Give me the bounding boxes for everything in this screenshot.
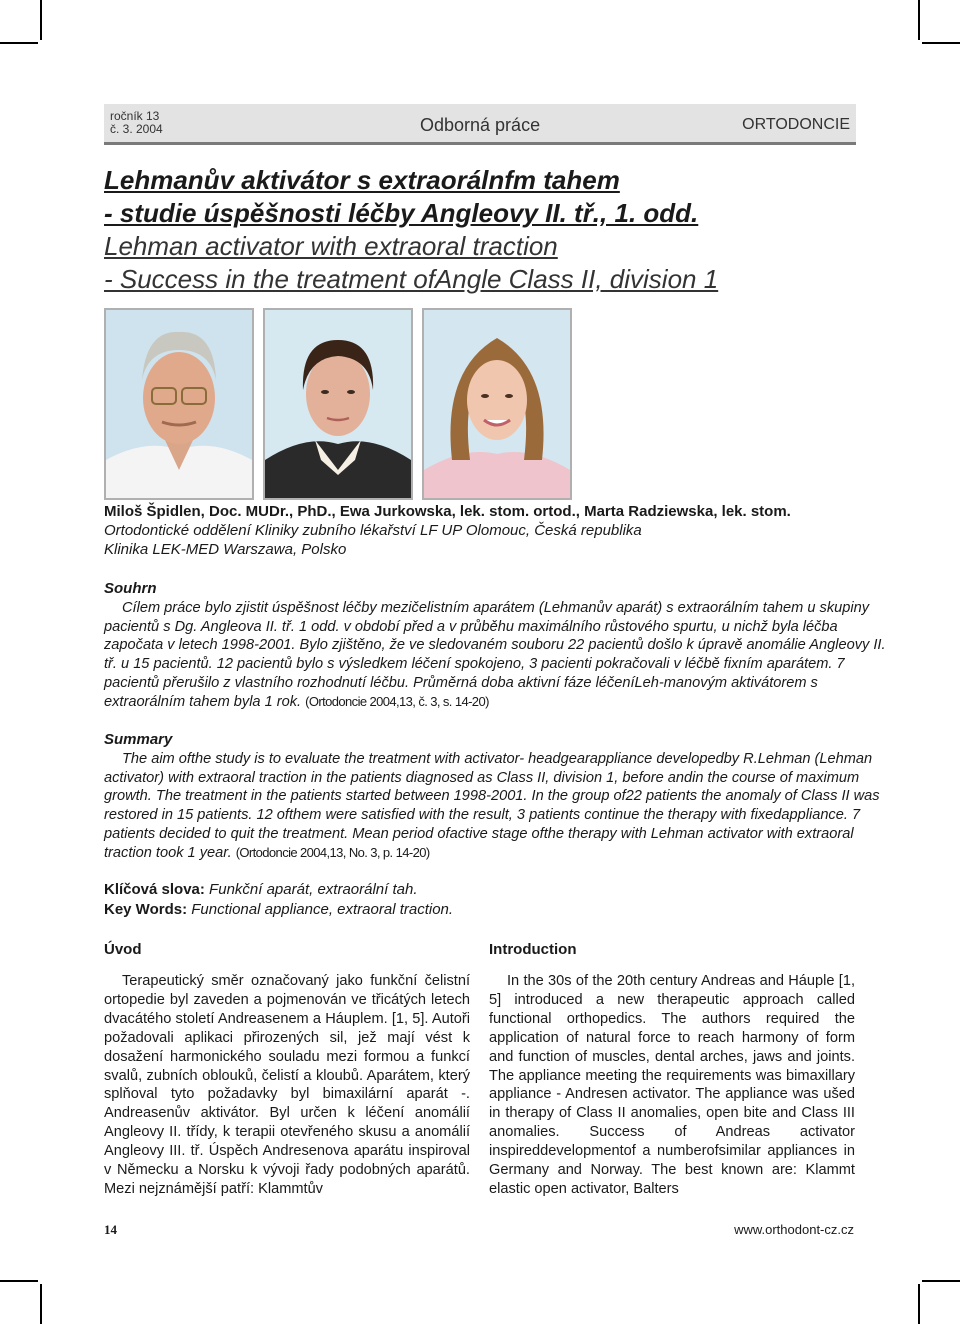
intro-en-text: In the 30s of the 20th century Andreas and Háuple [1, 5] introduced a new therapeutic approach called functional orthopedics. The authors required the application of natural force to reach harmony of form and function of muscles, dental arches, jaws and joints. The appliance meeting the requirements was bimaxillary appliance - Andresen activator. The appliance was ušed in therapy of Class II anomalies, open bite and Class III anomalies. Success of Andreas activator inspireddevelopmentof a numberofsimilar appliances in Germany and Norway. The best known are: Klammt elastic open activator, Balters (489, 973, 855, 1197)
crop-mark (918, 1284, 920, 1324)
volume-issue (110, 110, 163, 136)
intro-cz-text: Terapeutický směr označovaný jako funkční čelistní ortopedie byl zaveden a pojmenován ve třicátých letech dvacátého století Andreasenem a Háuplem. [1, 5]. Autoři požadovali aplikaci přirozených sil, jež mají vést k dosažení harmonického souladu mezi formou a funkcí svalů, zubních oblouků, čelistí a kloubů. Aparátem, který splňoval tyto požadavky byl bimaxilární aparát -. Andreasenův aktivátor. Byl určen k léčení anomálií Angleovy II. třídy, k terapii otevřeného skusu a anomálií Angleovy III. tř. Úspěch Andresenova aparátu inspiroval v Německu a Norsku k vývoji řady podobných aparátů. Mezi nejznámější patří: Klammtův (104, 973, 470, 1197)
author-photo-1 (104, 308, 254, 500)
issue-label: č. 3. 2004 (110, 122, 163, 136)
affiliation-2: Klinika LEK-MED Warszawa, Polsko (104, 541, 347, 558)
keywords-cz (104, 881, 418, 898)
author-photo-2 (263, 308, 413, 500)
souhrn-heading: Souhrn (104, 580, 157, 597)
title-en-line1: Lehman activator with extraoral traction (104, 231, 558, 261)
author-list: Miloš Špidlen, Doc. MUDr., PhD., Ewa Jurkowska, lek. stom. ortod., Marta Radziewska, lek. stom. (104, 503, 791, 520)
crop-mark (922, 42, 960, 44)
crop-mark (40, 0, 42, 40)
crop-mark (0, 1280, 38, 1282)
title-en-line2: - Success in the treatment ofAngle Class II, division 1 (104, 264, 719, 294)
crop-mark (40, 1284, 42, 1324)
affiliation-1: Ortodontické oddělení Kliniky zubního lékařství LF UP Olomouc, Česká republika (104, 522, 642, 539)
crop-mark (0, 42, 38, 44)
summary-text: The aim ofthe study is to evaluate the treatment with activator- headgearappliance developedby R.Lehman (Lehman activator) with extraoral traction in the patients diagnosed as Class II, division 1, before andin the course of maximum growth. The treatment in the patients started between 1998-2001. In the group of22 patients the anomaly of Class II was restored in 15 patients. 12 ofthem were satisfied with the result, 3 patients continue the therapy with fixedappliance. 7 patients decided to quit the treatment. Mean period ofactive stage ofthe therapy with Lehman activator with extraoral traction took 1 year. (104, 751, 880, 861)
keywords-en (104, 901, 453, 918)
title-cz-line2: - studie úspěšnosti léčby Angleovy II. tř., 1. odd. (104, 198, 699, 228)
keywords-en-label: Key Words: (104, 901, 188, 918)
author-photo-3 (422, 308, 572, 500)
summary-citation: (Ortodoncie 2004,13, No. 3, p. 14-20) (235, 844, 430, 860)
volume-label: ročník 13 (110, 109, 160, 123)
page-number: 14 (104, 1222, 117, 1237)
intro-en-heading: Introduction (489, 941, 577, 958)
crop-mark (918, 0, 920, 40)
souhrn-citation: (Ortodoncie 2004,13, č. 3, s. 14-20) (305, 693, 489, 709)
crop-mark (922, 1280, 960, 1282)
topic-label: ORTODONCIE (742, 116, 850, 133)
keywords-en-text: Functional appliance, extraoral traction. (187, 901, 454, 918)
journal-header (104, 104, 856, 145)
journal-url: www.orthodont-cz.cz (734, 1222, 854, 1237)
keywords-cz-label: Klíčová slova: (104, 881, 205, 898)
keywords-cz-text: Funkční aparát, extraorální tah. (204, 881, 418, 898)
summary-paragraph (104, 750, 894, 862)
souhrn-paragraph (104, 599, 894, 711)
souhrn-text: Cílem práce bylo zjistit úspěšnost léčby mezičelistním aparátem (Lehmanův aparát) s extraorálním tahem u skupiny pacientů s Dg. Angleova II. tř. 1 odd. v období před a v průběhu maximálního růstového spurtu, u nichž byla léčba započata v letech 1998-2001. Bylo zjištěno, že ve sledovaném souboru 22 pacientů došlo k úpravě anomálie Angleovy II. tř. u 15 pacientů. 12 pacientů bylo s výsledkem léčení spokojeno, 3 pacienti pokračovali v léčbě fixním aparátem. 7 pacientů přerušilo z vlastního rozhodnutí léčbu. Průměrná doba aktivní fáze léčeníLeh-manovým aktivátorem s extraorálním tahem byla 1 rok. (104, 600, 886, 710)
title-cz-line1: Lehmanův aktivátor s extraorálnfm tahem (104, 165, 620, 195)
section-label: Odborná práce (420, 115, 541, 135)
summary-heading: Summary (104, 731, 173, 748)
intro-cz-heading: Úvod (104, 941, 142, 958)
